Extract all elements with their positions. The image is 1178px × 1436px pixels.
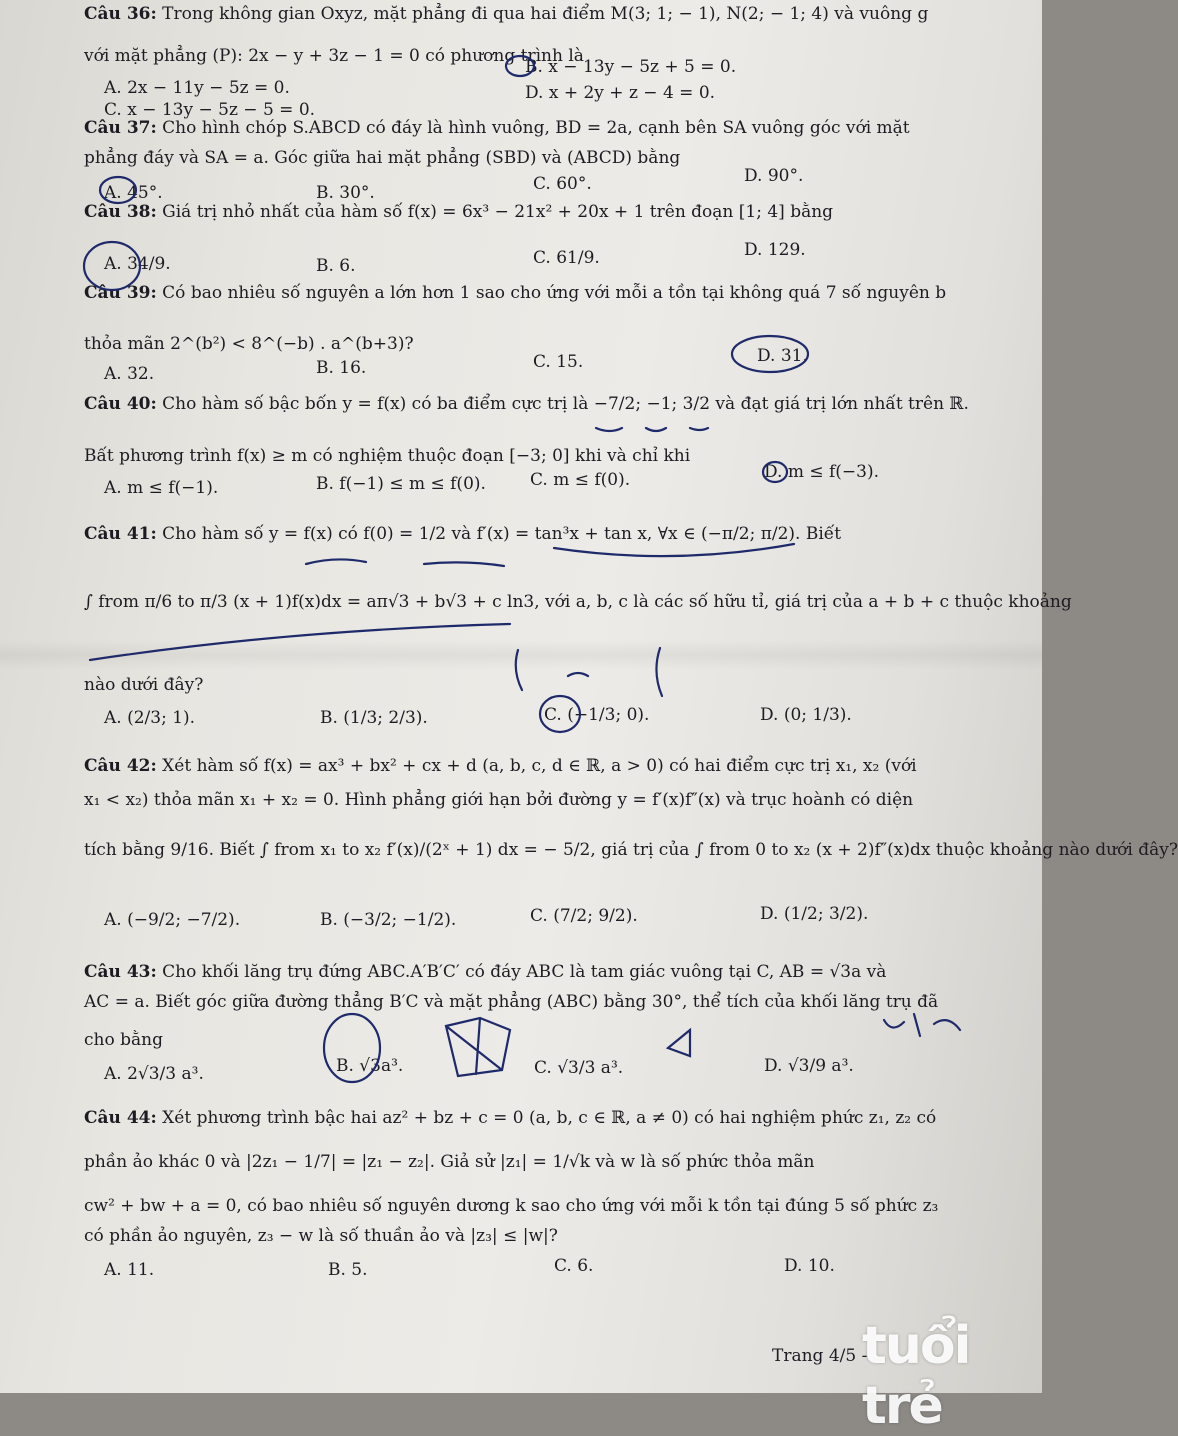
q40-underline [596, 428, 708, 431]
q39-option-d: D. 31. [757, 346, 808, 366]
q39-option-a: A. 32. [104, 364, 155, 384]
q43-option-c: C. √3/3 a³. [534, 1058, 624, 1078]
q38-line-1: Câu 38: Giá trị nhỏ nhất của hàm số f(x) = 6x³ − 21x² + 20x + 1 trên đoạn [1; 4] bằng [84, 202, 834, 222]
q39-line-1: Câu 39: Có bao nhiêu số nguyên a lớn hơn 1 sao cho ứng với mỗi a tồn tại không quá 7 số nguyên b [84, 283, 947, 303]
q39-line-2: thỏa mãn 2^(b²) < 8^(−b) . a^(b+3)? [84, 334, 414, 354]
q36-option-d: D. x + 2y + z − 4 = 0. [525, 83, 716, 103]
q41-option-b: B. (1/3; 2/3). [320, 708, 428, 728]
q44-line-4: có phần ảo nguyên, z₃ − w là số thuần ảo và |z₃| ≤ |w|? [84, 1226, 558, 1246]
q37-option-d: D. 90°. [744, 166, 804, 186]
q40-option-b: B. f(−1) ≤ m ≤ f(0). [316, 474, 486, 494]
q43-option-d: D. √3/9 a³. [764, 1056, 854, 1076]
q40-line-1: Câu 40: Cho hàm số bậc bốn y = f(x) có ba điểm cực trị là −7/2; −1; 3/2 và đạt giá trị lớn nhất trên ℝ. [84, 394, 969, 414]
q41-underline [306, 544, 794, 566]
q43-option-a: A. 2√3/3 a³. [104, 1064, 204, 1084]
q37-line-1: Câu 37: Cho hình chóp S.ABCD có đáy là hình vuông, BD = 2a, cạnh bên SA vuông góc với mặt [84, 118, 910, 138]
q36-option-a: A. 2x − 11y − 5z = 0. [104, 78, 290, 98]
q36-line-1: Câu 36: Trong không gian Oxyz, mặt phẳng đi qua hai điểm M(3; 1; − 1), N(2; − 1; 4) và vuông g [84, 4, 929, 24]
q36-line-2: với mặt phẳng (P): 2x − y + 3z − 1 = 0 có phương trình là [84, 46, 584, 66]
q36-option-c: C. x − 13y − 5z − 5 = 0. [104, 100, 316, 120]
q43-line-2: AC = a. Biết góc giữa đường thẳng B′C và mặt phẳng (ABC) bằng 30°, thể tích của khối lăng trụ đã [84, 992, 939, 1012]
q41-option-d: D. (0; 1/3). [760, 705, 852, 725]
q42-option-b: B. (−3/2; −1/2). [320, 910, 457, 930]
q41-line-1: Câu 41: Cho hàm số y = f(x) có f(0) = 1/2 và f′(x) = tan³x + tan x, ∀x ∈ (−π/2; π/2). Biết [84, 524, 842, 544]
q37-option-c: C. 60°. [533, 174, 592, 194]
q38-option-b: B. 6. [316, 256, 356, 276]
q37-option-a: A. 45°. [104, 183, 163, 203]
q41-line-2: ∫ from π/6 to π/3 (x + 1)f(x)dx = aπ√3 + b√3 + c ln3, với a, b, c là các số hữu tỉ, giá trị của a + b + c thuộc khoảng [84, 592, 1072, 612]
q39-option-b: B. 16. [316, 358, 367, 378]
q44-option-d: D. 10. [784, 1256, 835, 1276]
q44-option-b: B. 5. [328, 1260, 368, 1280]
q42-line-1: Câu 42: Xét hàm số f(x) = ax³ + bx² + cx + d (a, b, c, d ∈ ℝ, a > 0) có hai điểm cực trị x₁, x₂ (với [84, 756, 917, 776]
q37-option-b: B. 30°. [316, 183, 375, 203]
page-footer: Trang 4/5 - [772, 1346, 868, 1366]
q38-option-a: A. 34/9. [104, 254, 171, 274]
watermark-logo: tuổi trẻ [862, 1316, 970, 1436]
q40-option-a: A. m ≤ f(−1). [104, 478, 219, 498]
q40-line-2: Bất phương trình f(x) ≥ m có nghiệm thuộc đoạn [−3; 0] khi và chỉ khi [84, 446, 691, 466]
q44-option-c: C. 6. [554, 1256, 594, 1276]
q43-line-1: Câu 43: Cho khối lăng trụ đứng ABC.A′B′C′ có đáy ABC là tam giác vuông tại C, AB = √3a và [84, 962, 887, 982]
q37-line-2: phẳng đáy và SA = a. Góc giữa hai mặt phẳng (SBD) và (ABCD) bằng [84, 148, 681, 168]
paper-fold [0, 640, 1042, 670]
q41-option-a: A. (2/3; 1). [104, 708, 196, 728]
q44-line-3: cw² + bw + a = 0, có bao nhiêu số nguyên dương k sao cho ứng với mỗi k tồn tại đúng 5 số phức z₃ [84, 1196, 939, 1216]
q42-option-a: A. (−9/2; −7/2). [104, 910, 241, 930]
q44-line-1: Câu 44: Xét phương trình bậc hai az² + bz + c = 0 (a, b, c ∈ ℝ, a ≠ 0) có hai nghiệm phức z₁, z₂ có [84, 1108, 937, 1128]
q40-option-c: C. m ≤ f(0). [530, 470, 631, 490]
q42-line-3: tích bằng 9/16. Biết ∫ from x₁ to x₂ f′(x)/(2ˣ + 1) dx = − 5/2, giá trị của ∫ from 0 to x₂ (x + 2)f″(x)dx thuộc khoảng nào dưới đây? [84, 840, 1178, 860]
q44-option-a: A. 11. [104, 1260, 155, 1280]
q38-option-d: D. 129. [744, 240, 806, 260]
q41-option-c: C. (−1/3; 0). [544, 705, 650, 725]
q42-option-c: C. (7/2; 9/2). [530, 906, 638, 926]
q36-option-b: B. x − 13y − 5z + 5 = 0. [525, 57, 737, 77]
q43-option-b: B. √3a³. [336, 1056, 404, 1076]
q41-line-3: nào dưới đây? [84, 675, 204, 695]
q38-option-c: C. 61/9. [533, 248, 600, 268]
q40-option-d: D. m ≤ f(−3). [764, 462, 880, 482]
q39-option-c: C. 15. [533, 352, 584, 372]
q44-line-2: phần ảo khác 0 và |2z₁ − 1/7| = |z₁ − z₂|. Giả sử |z₁| = 1/√k và w là số phức thỏa mãn [84, 1152, 815, 1172]
q42-option-d: D. (1/2; 3/2). [760, 904, 869, 924]
q43-line-3: cho bằng [84, 1030, 163, 1050]
q42-line-2: x₁ < x₂) thỏa mãn x₁ + x₂ = 0. Hình phẳng giới hạn bởi đường y = f′(x)f″(x) và trục hoành có diện [84, 790, 914, 810]
